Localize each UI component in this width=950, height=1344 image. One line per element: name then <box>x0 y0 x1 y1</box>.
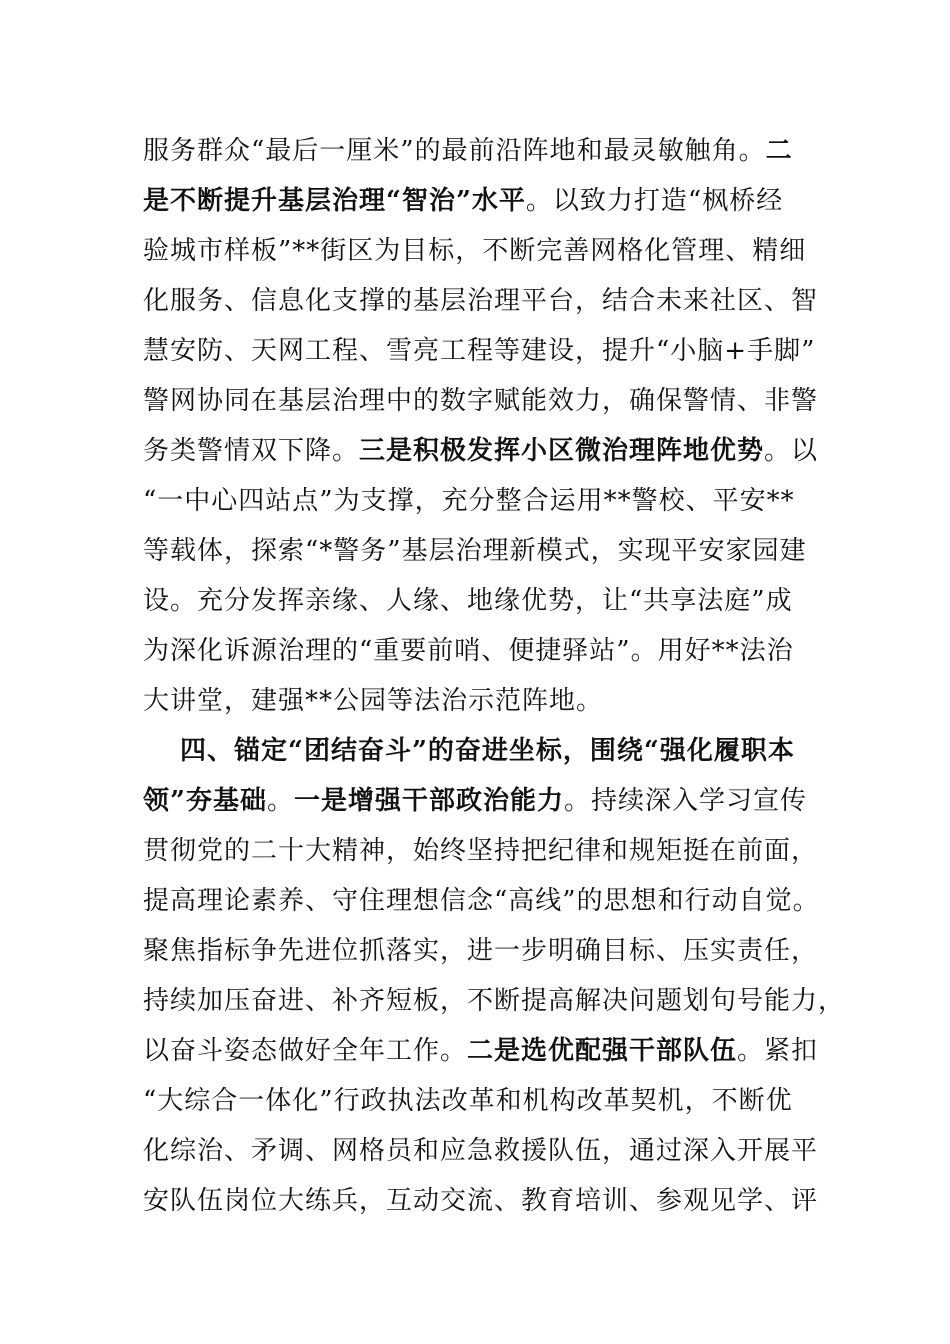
text-segment: 化服务、信息化支撑的基层治理平台，结合未来社区、智 <box>143 286 819 316</box>
bold-text-segment: 三是积极发挥小区微治理阵地优势 <box>359 436 765 466</box>
body-text <box>143 126 846 1226</box>
text-line <box>143 1176 819 1226</box>
text-line <box>143 276 819 326</box>
text-line <box>143 726 793 776</box>
text-segment: 以奋斗姿态做好全年工作。 <box>143 1036 468 1066</box>
bold-text-segment: 二 <box>765 136 793 166</box>
text-segment: 警网协同在基层治理中的数字赋能效力，确保警情、非警 <box>143 386 819 416</box>
text-segment: 大讲堂，建强**公园等法治示范阵地。 <box>143 686 604 716</box>
text-line <box>143 626 793 676</box>
text-segment: 设。充分发挥亲缘、人缘、地缘优势，让“共享法庭”成 <box>143 586 793 616</box>
bold-text-segment: 二是选优配强干部队伍 <box>467 1036 738 1066</box>
text-segment: “一中心四站点”为支撑，充分整合运用**警校、平安** <box>143 486 795 516</box>
text-line <box>143 476 793 526</box>
text-line <box>143 926 819 976</box>
text-segment: 。以致力打造“枫桥经 <box>525 186 784 216</box>
text-line <box>143 1026 819 1076</box>
text-line <box>143 176 793 226</box>
text-line <box>143 576 793 626</box>
text-line <box>143 376 819 426</box>
text-segment: 持续加压奋进、补齐短板，不断提高解决问题划句号能力， <box>143 986 846 1016</box>
text-line <box>143 826 819 876</box>
text-segment: 务类警情双下降。 <box>143 436 360 466</box>
text-line <box>143 326 816 376</box>
text-segment: 提高理论素养、守住理想信念“高线”的思想和行动自觉。 <box>143 886 820 916</box>
text-line <box>143 976 846 1026</box>
text-line <box>143 676 793 726</box>
text-line <box>143 876 820 926</box>
bold-text-segment: 领”夯基础 <box>143 786 267 816</box>
text-line <box>143 1126 819 1176</box>
text-line <box>143 226 807 276</box>
text-segment: “大综合一体化”行政执法改革和机构改革契机，不断优 <box>143 1086 793 1116</box>
text-segment: 。以 <box>764 436 819 466</box>
text-segment: 化综治、矛调、网格员和应急救援队伍，通过深入开展平 <box>143 1136 819 1166</box>
text-segment: 。持续深入学习宣传 <box>564 786 808 816</box>
text-segment: 。紧扣 <box>737 1036 819 1066</box>
text-line <box>143 526 807 576</box>
text-segment: 聚焦指标争先进位抓落实，进一步明确目标、压实责任， <box>143 936 819 966</box>
text-segment: 慧安防、天网工程、雪亮工程等建设，提升“小脑+手脚” <box>143 336 816 366</box>
text-line <box>143 426 819 476</box>
text-segment: 贯彻党的二十大精神，始终坚持把纪律和规矩挺在前面， <box>143 836 819 866</box>
text-segment: 安队伍岗位大练兵，互动交流、教育培训、参观见学、评 <box>143 1186 819 1216</box>
text-segment: 为深化诉源治理的“重要前哨、便捷驿站”。用好**法治 <box>143 636 794 666</box>
bold-text-segment: 四、锚定“团结奋斗”的奋进坐标，围绕“强化履职本 <box>180 736 795 766</box>
bold-text-segment: 一是增强干部政治能力 <box>293 786 564 816</box>
text-line <box>143 776 808 826</box>
text-line <box>143 1076 793 1126</box>
text-segment: 。 <box>266 786 294 816</box>
text-line <box>143 126 793 176</box>
text-segment: 服务群众“最后一厘米”的最前沿阵地和最灵敏触角。 <box>143 136 766 166</box>
text-segment: 验城市样板”**街区为目标，不断完善网格化管理、精细 <box>143 236 807 266</box>
bold-text-segment: 是不断提升基层治理“智治”水平 <box>143 186 526 216</box>
text-segment: 等载体，探索“*警务”基层治理新模式，实现平安家园建 <box>143 536 807 566</box>
